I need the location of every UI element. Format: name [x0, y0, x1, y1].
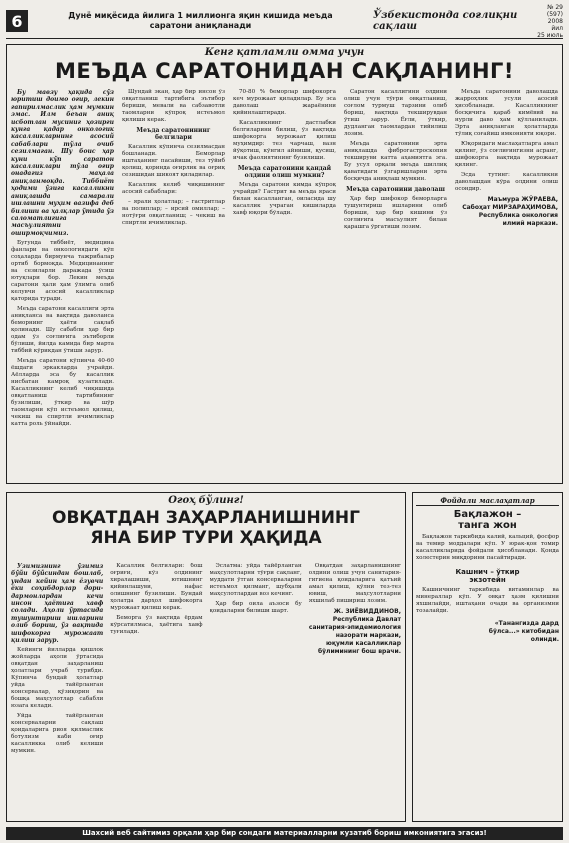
newspaper-logo: Ўзбекистонда соғлиқни сақлаш — [373, 10, 518, 32]
header-banner — [28, 11, 373, 31]
article1-signature — [455, 196, 558, 228]
article2-headline-line-2: ЯНА БИР ТУРИ ҲАҚИДА — [90, 528, 322, 548]
article1-headline: МЕЪДА САРАТОНИДАН САҚЛАНИНГ! — [54, 59, 515, 83]
article1-subhead: Меъда саратонининг белгилари — [136, 127, 211, 141]
article1-paragraph: Меъда саратонини эрта аниқлашда фиброгастроскопия текшируви катта аҳамиятга эга. Бу усул орқали меъда шиллиқ қаватидаги ўзгаришларни эрта босқичда аниқлаш мумкин. — [344, 141, 447, 182]
sidebar-source — [416, 620, 559, 644]
article2-paragraph: Касаллик белгилари: бош оғриғи, кўз олдининг хиралашиши, ютишнинг қийинлашуви, нафас олишнинг бузилиши. Бундай ҳолатда дарҳол шифокорга мурожаат қилиш керак. — [110, 563, 203, 611]
header-right — [373, 4, 563, 39]
issue-year: 2008 йил — [547, 17, 563, 32]
article1-paragraph: Меъда саратони кўпинча 40-60 ёшдаги эркакларда учрайди. Аёлларда эса бу касаллик нисбатан камроқ кузатилади. Касалликнинг келиб чиқишида овқатланиш тартибининг бузилиши, ўткир ва шўр таомларни кўп истеъмол қилиш, чекиш ва спиртли ичимликлар катта роль ўйнайди. — [11, 358, 114, 428]
article2-paragraph: Ҳар бир оила аъзоси бу қоидаларни билиши шарт. — [209, 601, 302, 614]
article1-kicker: Кенг қатламли омма учун — [204, 47, 365, 58]
banner-line-2: саратони аниқланади — [149, 21, 252, 30]
article2-lead: Ўзимизнинг ўзимиз бўйи бўйсиндан бошлаб, ундан кейин ҳам ёзувчи ёки соҳибдорлар дори-дармонлардан кечи инсон ҳаётига хавф солади. Аҳоли ўртасида тушунтириш ишларини олиб бориш, ўз вақтида шифокорга мурожаат қилиш зарур. — [11, 563, 104, 645]
sidebar-rubric: Фойдали маслаҳатлар — [416, 496, 559, 506]
article1-paragraph: Бугунда тиббиёт, медицина фанлари ва онкологиядаги кўп соҳаларда бирмунча тажрибалар ортиб бормоқда. Медицинанинг ва сезиларли даражада ўсиш ютуқлари бор. Лекин меъда саратони ҳали ҳам ўлимга олиб келувчи асосий касалликлар қаторида туради. — [11, 240, 114, 303]
article2-paragraph: Овқатдан заҳарланишнинг олдини олиш учун санитария-гигиена қоидаларига қатъий амал қилиш, қўлни тез-тез ювиш, маҳсулотларни яхшилаб пишириш лозим. — [308, 563, 401, 604]
article2-col-2 — [110, 563, 202, 817]
article2-headline-line-1: ОВҚАТДАН ЗАҲАРЛАНИШНИНГ — [52, 508, 360, 528]
issue-date: 25 июль — [537, 31, 563, 39]
article1-paragraph: Шундай экан, ҳар бир инсон ўз овқатланиш тартибига эътибор бериши, мевали ва сабзавотли таомларни кўпроқ истеъмол қилиши керак. — [122, 89, 225, 123]
sidebar-source-line: олинди. — [530, 636, 559, 643]
article1-paragraph: Ҳар бир шифокор беморларга тушунтириш ишларини олиб бориши, ҳар бир кишини ўз соғлиғига масъулият билан қарашга ўргатиши лозим. — [344, 196, 447, 230]
sidebar-title-coriander — [416, 568, 559, 584]
sidebar-source-line: бўлса...» китобидан — [488, 628, 559, 635]
article1-paragraph: Касалликнинг дастлабки белгиларини билиш, ўз вақтида шифокорга мурожаат қилиш муҳимдир: тез чарчаш, вазн йўқотиш, кўнгил айниши, қусиш, ичак фаолиятининг бузилиши. — [233, 120, 336, 161]
article2-kicker: Огоҳ бўлинг! — [168, 495, 244, 506]
footer-banner: Шахсий веб сайтимиз орқали ҳар бир сондаги материалларни кузатиб бориш имкониятига эгасиз! — [6, 827, 563, 840]
article2-paragraph: Кейинги йилларда қишлоқ жойларда аҳоли ўртасида овқатдан заҳарланиш ҳолатлари учраб турибди. Кўпинча бундай ҳолатлар уйда тайёрланган консервалар, қўзиқорин ва бошқа маҳсулотлар сабабли юзага келади. — [11, 647, 104, 710]
sidebar-paragraph: Бақлажон таркибида калий, кальций, фосфор ва темир моддалари кўп. У юрак-қон томир касалликларида фойдали ҳисобланади. Қонда холестерин миқдорини пасайтиради. — [416, 534, 559, 561]
author-organization: Республика онкология илмий маркази. — [478, 212, 558, 227]
sidebar-text-2 — [416, 587, 559, 618]
article1-paragraph: Меъда саратони кимда кўпроқ учрайди? Гастрит ва меъда яраси билан касалланган, оиласида шу касаллик учраган кишиларда хавф юқори бўлади. — [233, 182, 336, 216]
author-organization: Республика Давлат санитария-эпидемиология назорати маркази, юқумли касалликлар бўлимининг бош врачи. — [308, 616, 401, 655]
article1-col-5 — [455, 89, 558, 479]
article1-col-3 — [233, 89, 336, 479]
article1-paragraph: Эсда тутинг: касалликни даволашдан кўра олдини олиш осондир. — [455, 172, 558, 192]
sidebar-title-line: танга жон — [458, 520, 517, 531]
author-name: Маъмура ЖЎРАЕВА, — [487, 196, 558, 203]
author-name: Сабоҳат МИРЗАРАҲИМОВА, — [462, 204, 558, 211]
sidebar-title-line: Бақлажон – — [453, 509, 522, 520]
page-number: 6 — [6, 10, 28, 32]
article1-col-1 — [11, 89, 114, 479]
article1-paragraph: Саратон касаллигини олдини олиш учун тўғри овқатланиш, соғлом турмуш тарзини олиб бориш, вақтида текширувдан ўтиш зарур. Ёғли, ўткир, дудланган таомлардан тийилиш лозим. — [344, 89, 447, 137]
sidebar-paragraph: Кашничнинг таркибида витаминлар ва минераллар кўп. У овқат ҳазм қилишни яхшилайди, иштаҳани очади ва организмни тозалайди. — [416, 587, 559, 614]
sidebar-useful-tips — [412, 492, 563, 822]
article1-subhead: Меъда саратонини даволаш — [346, 186, 445, 193]
article2-col-4 — [309, 563, 401, 817]
article2-signature — [309, 608, 401, 656]
sidebar-source-line: «Танангизда дард — [494, 620, 559, 627]
article2-headline — [7, 508, 405, 548]
article2-paragraph: Беморга ўз вақтида ёрдам кўрсатилмаса, ҳаётига хавф туғилади. — [110, 615, 203, 635]
article2-col-3 — [210, 563, 302, 817]
issue-info — [535, 4, 564, 39]
banner-line-1: Дунё миқёсида йилига 1 миллионга яқин кишида меъда — [68, 11, 333, 20]
sidebar-title-eggplant — [416, 509, 559, 531]
article2-columns — [11, 563, 401, 817]
article2-paragraph: Эслатма: уйда тайёрланган маҳсулотларни тўғри сақланг, муддати ўтган консерваларни истеъмол қилманг, шубҳали маҳсулотлардан воз кечинг. — [209, 563, 302, 597]
article-food-poisoning — [6, 492, 406, 822]
article1-paragraph: 70-80 % беморлар шифокорга кеч мурожаат қиладилар. Бу эса даволаш жараёнини қийинлаштиради. — [233, 89, 336, 116]
article1-paragraph: Меъда саратонини даволашда жарроҳлик усули асосий ҳисобланади. Касалликнинг босқичига қараб кимёвий ва нурли даво ҳам қўлланилади. Эрта аниқланган ҳолатларда тўлиқ соғайиш имконияти юқори. — [455, 89, 558, 137]
author-name: Ж. ЗИЁВИДДИНОВ, — [333, 608, 401, 615]
article1-paragraph: Касаллик келиб чиқишининг асосий сабаблари: — [122, 182, 225, 195]
sidebar-title-line: экзотейн — [469, 576, 506, 584]
article1-paragraph: Юқоридаги маслаҳатларга амал қилинг, ўз соғлиғингизни асранг, шифокорга вақтида мурожаат қилинг. — [455, 141, 558, 168]
page-header — [6, 4, 563, 39]
article1-paragraph: Касаллик кўпинча сезилмасдан бошланади. Беморлар иштаҳанинг пасайиши, тез тўйиб қолиш, қоринда оғирлик ва оғриқ сезишидан шикоят қиладилар. — [122, 144, 225, 178]
article1-subhead: Меъда саратонини қандай олдини олиш мумкин? — [237, 165, 332, 179]
article1-paragraph: Меъда саратони касаллиги эрта аниқланса ва вақтида даволанса беморнинг ҳаёти сақлаб қолинади. Шу сабабли ҳар бир одам ўз соғлиғига эътиборли бўлиши, йилда камида бир марта тиббий кўрикдан ўтиши зарур. — [11, 306, 114, 355]
article-stomach-cancer — [6, 44, 563, 484]
article2-col-1 — [11, 563, 103, 817]
article1-col-4 — [344, 89, 447, 479]
sidebar-text-1 — [416, 534, 559, 565]
sidebar-title-line: Кашнич – ўткир — [455, 568, 520, 576]
article1-columns — [11, 89, 558, 479]
article1-col-2 — [122, 89, 225, 479]
article2-paragraph: Уйда тайёрланган консерваларни сақлаш қоидаларига риоя қилмаслик ботулизм каби оғир касалликка олиб келиши мумкин. — [11, 713, 104, 755]
issue-number: № 29 (597) — [546, 3, 563, 18]
article1-paragraph: – ярали ҳолатлар; – гастритлар ва полиплар; – ирсий омиллар; – нотўғри овқатланиш; – чекиш ва спиртли ичимликлар. — [122, 199, 225, 226]
article1-lead: Бу мавзу ҳақида сўз юритиш доимо оғир, лекин гапирилмаслик ҳам мумкин эмас. Илм беъан аниқ исботлан мусиниг ҳозирги кунга қадар онкологик касалликларнинг асосий сабаблари тўла очиб сезилмаган. Шу боис ҳар куни кўп саратон касалликлари тўла оғир онадагиз маҳала аниқланмоқда. Тиббиёт ҳодими ўзига касалликни аниқлашда самарали ишлашни муҳим вазифа деб билиши ва ҳалқлар ўтида ўз саломатлигига масъулиятни оширмоқчимиз. — [11, 89, 114, 237]
